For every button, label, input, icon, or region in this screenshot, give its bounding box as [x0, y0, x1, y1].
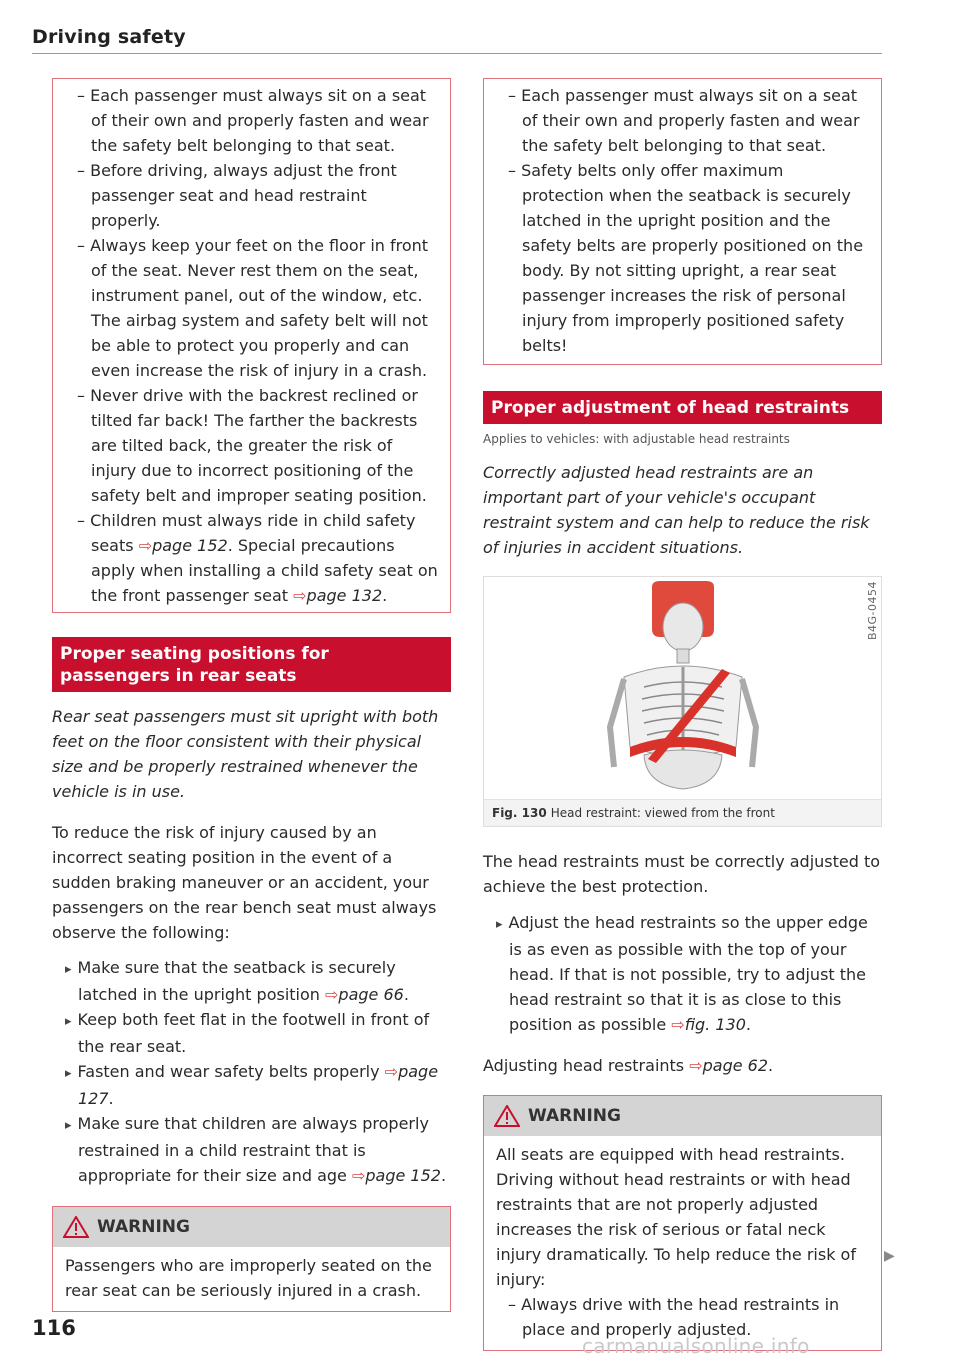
- section-title-head-restraints: Proper adjustment of head restraints: [483, 391, 882, 424]
- continued-warning-box-left: [52, 78, 451, 613]
- section-title-rear-seats: Proper seating positions for passengers in rear seats: [52, 637, 451, 692]
- page-link[interactable]: page 62: [702, 1056, 769, 1075]
- body-text: To reduce the risk of injury caused by an incorrect seating position in the event of a sudden braking maneuver or an accident, your passengers on the rear bench seat must always observe the following:: [52, 823, 437, 942]
- page-link[interactable]: page 132: [306, 586, 383, 605]
- arrow-right-icon: ⇨: [689, 1056, 703, 1075]
- continue-triangle-icon: ▶: [884, 1248, 895, 1264]
- warning-title: WARNING: [528, 1106, 621, 1126]
- arrow-right-icon: ⇨: [384, 1062, 399, 1081]
- page-header: [32, 26, 882, 48]
- warning-box-rear-seats: [52, 1206, 451, 1312]
- section-intro: Correctly adjusted head restraints are an important part of your vehicle's occupant restraint system and can help to reduce the risk of injuries in accident situations.: [483, 463, 870, 557]
- list-item: – Always keep your feet on the floor in front of the seat. Never rest them on the seat, instrument panel, out of the window, etc. The airbag system and safety belt will not be able to protect you properly and can even increase the risk of injury in a crash.: [77, 236, 429, 380]
- list-item: – Each passenger must always sit on a seat of their own and properly fasten and wear the safety belt belonging to that seat.: [77, 86, 429, 155]
- warning-text: Passengers who are improperly seated on the rear seat can be seriously injured in a crash.: [65, 1256, 432, 1300]
- watermark: carmanualsonline.info: [582, 1334, 810, 1358]
- head-restraint-illustration: [484, 577, 881, 800]
- continued-warning-box-right: [483, 78, 882, 365]
- list-item: – Always drive with the head restraints in place and properly adjusted.: [508, 1295, 840, 1339]
- step-item: ▸ Fasten and wear safety belts properly ⇨page 127.: [52, 1059, 451, 1111]
- list-item: – Safety belts only offer maximum protection when the seatback is securely latched in the upright position and the safety belts are properly positioned on the body. By not sitting upright, a rear seat passenger increases the risk of personal injury from improperly positioned safety belts!: [508, 161, 864, 355]
- list-item: – Children must always ride in child safety seats ⇨page 152. Special precautions apply when installing a child safety seat on the front passenger seat ⇨page 132.: [77, 511, 438, 605]
- applies-to-note: Applies to vehicles: with adjustable head restraints: [483, 432, 790, 446]
- skeleton-seatbelt-illustration: [484, 577, 881, 799]
- header-title: Driving safety: [32, 26, 186, 48]
- warning-text: All seats are equipped with head restraints. Driving without head restraints or with head restraints that are not properly adjusted increases the risk of serious or fatal neck injury dramatically. To help reduce the risk of injury:: [496, 1145, 856, 1289]
- arrow-right-icon: ⇨: [351, 1166, 366, 1185]
- header-rule: [32, 53, 882, 54]
- warning-box-head-restraints: [483, 1095, 882, 1351]
- figure-link[interactable]: fig. 130: [684, 1015, 746, 1034]
- page-link[interactable]: page 127: [78, 1062, 439, 1108]
- list-item: – Before driving, always adjust the front passenger seat and head restraint properly.: [77, 161, 397, 230]
- warning-header: [53, 1207, 450, 1247]
- figure-caption: Fig. 130 Head restraint: viewed from the front: [492, 806, 775, 820]
- warning-title: WARNING: [97, 1217, 190, 1237]
- right-column: [483, 78, 882, 1351]
- page-link[interactable]: page 152: [365, 1166, 441, 1185]
- list-item: – Never drive with the backrest reclined or tilted far back! The farther the backrests are tilted back, the greater the risk of injury due to incorrect positioning of the safety belt and improper seating position.: [77, 386, 427, 505]
- arrow-right-icon: ⇨: [293, 586, 307, 605]
- left-column: [52, 78, 451, 1312]
- step-item: ▸ Adjust the head restraints so the upper edge is as even as possible with the top of your head. If that is not possible, try to adjust the head restraint so that it is as close to this position as possible ⇨fig. 130.: [483, 910, 882, 1037]
- figure-code: B4G-0454: [866, 581, 879, 641]
- arrow-right-icon: ⇨: [138, 536, 153, 555]
- figure-130: [483, 576, 882, 827]
- page-number: 116: [32, 1316, 76, 1340]
- step-item: ▸ Keep both feet flat in the footwell in front of the rear seat.: [52, 1007, 451, 1059]
- warning-triangle-icon: [63, 1216, 89, 1238]
- warning-triangle-icon: [494, 1105, 520, 1127]
- body-text: The head restraints must be correctly adjusted to achieve the best protection.: [483, 852, 881, 896]
- arrow-right-icon: ⇨: [325, 985, 339, 1004]
- cross-reference: Adjusting head restraints ⇨page 62.: [483, 1056, 774, 1075]
- arrow-right-icon: ⇨: [671, 1015, 685, 1034]
- warning-header: [484, 1096, 881, 1136]
- step-item: ▸ Make sure that the seatback is securely latched in the upright position ⇨page 66.: [52, 955, 451, 1007]
- step-item: ▸ Make sure that children are always properly restrained in a child restraint that is appropriate for their size and age ⇨page 152.: [52, 1111, 451, 1188]
- list-item: – Each passenger must always sit on a seat of their own and properly fasten and wear the safety belt belonging to that seat.: [508, 86, 860, 155]
- page-link[interactable]: page 152: [152, 536, 228, 555]
- page-link[interactable]: page 66: [338, 985, 404, 1004]
- section-intro: Rear seat passengers must sit upright with both feet on the floor consistent with their physical size and be properly restrained whenever the vehicle is in use.: [52, 707, 439, 801]
